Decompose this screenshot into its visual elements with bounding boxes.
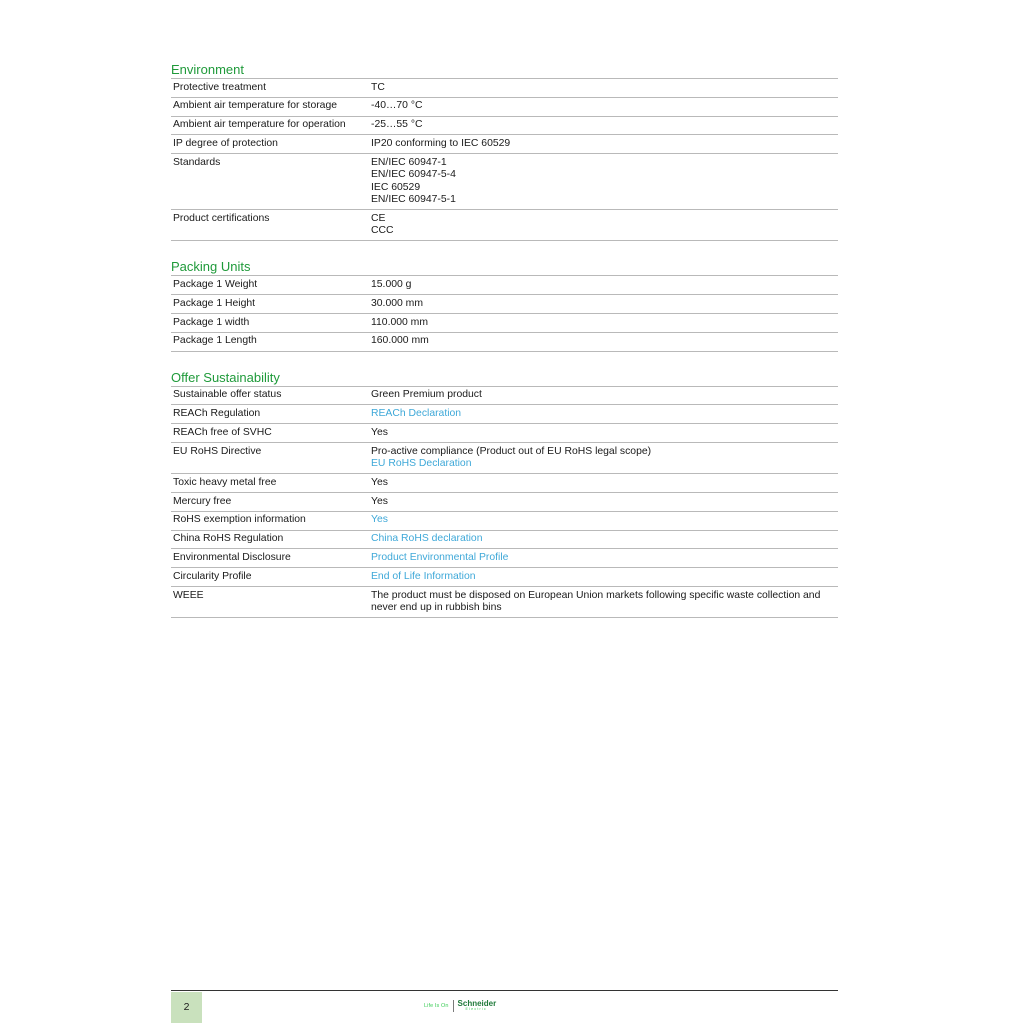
spec-row <box>171 549 838 568</box>
spec-value-text: -25…55 °C <box>371 119 423 131</box>
spec-value <box>371 82 838 94</box>
spec-value-text: Yes <box>371 426 388 438</box>
spec-section <box>171 259 838 351</box>
spec-value <box>371 138 838 150</box>
spec-value-text: 110.000 mm <box>371 316 428 328</box>
spec-label: RoHS exemption information <box>173 514 306 526</box>
spec-label: Ambient air temperature for operation <box>173 119 346 131</box>
spec-value-text: EN/IEC 60947-1 <box>371 156 447 168</box>
spec-label: Package 1 width <box>173 316 250 328</box>
spec-row <box>171 531 838 550</box>
spec-label: Package 1 Weight <box>173 279 258 290</box>
spec-value-text: IEC 60529 <box>371 181 421 193</box>
page-number: 2 <box>171 992 202 1023</box>
logo-brand-name: Schneider <box>457 999 497 1009</box>
spec-value-link[interactable]: End of Life Information <box>371 570 476 582</box>
spec-row <box>171 154 838 210</box>
spec-section <box>171 370 838 619</box>
spec-label: Package 1 Height <box>173 297 256 309</box>
spec-label: IP degree of protection <box>173 137 278 149</box>
spec-value <box>371 590 838 615</box>
spec-label: Mercury free <box>173 495 232 507</box>
spec-value <box>371 514 838 526</box>
schneider-logo <box>424 998 496 1014</box>
spec-row <box>171 276 838 295</box>
spec-value <box>371 119 838 131</box>
spec-value <box>371 446 838 471</box>
spec-value-text: EN/IEC 60947-5-1 <box>371 194 456 205</box>
spec-value <box>371 552 838 564</box>
spec-content <box>171 62 838 636</box>
spec-value-text: Green Premium product <box>371 389 482 401</box>
spec-value-text: The product must be disposed on European Union markets following specific waste collection and never end up in rubbish bins <box>371 589 821 613</box>
spec-value-link[interactable]: REACh Declaration <box>371 407 462 419</box>
spec-value-text: -40…70 °C <box>371 100 423 112</box>
logo-divider <box>453 1000 454 1012</box>
spec-value <box>371 571 838 583</box>
spec-row <box>171 405 838 424</box>
spec-label: Ambient air temperature for storage <box>173 100 338 112</box>
spec-value <box>371 100 838 112</box>
spec-value-text: 15.000 g <box>371 279 412 290</box>
spec-row <box>171 474 838 493</box>
spec-value <box>371 533 838 545</box>
spec-value-text: Yes <box>371 495 388 507</box>
section-title: Environment <box>171 62 838 79</box>
logo-tagline: Life Is On <box>424 1003 449 1009</box>
spec-value-text: 30.000 mm <box>371 297 423 309</box>
spec-value-link[interactable]: EU RoHS Declaration <box>371 457 472 469</box>
spec-value <box>371 427 838 439</box>
spec-label: Protective treatment <box>173 81 266 93</box>
spec-value-text: Yes <box>371 476 388 488</box>
spec-row <box>171 587 838 618</box>
spec-row <box>171 79 838 98</box>
spec-value <box>371 279 838 291</box>
spec-row <box>171 333 838 352</box>
spec-value-text: TC <box>371 81 385 93</box>
spec-value-text: EN/IEC 60947-5-4 <box>371 169 456 181</box>
spec-row <box>171 135 838 154</box>
spec-value <box>371 335 838 347</box>
spec-label: Product certifications <box>173 212 270 224</box>
spec-value <box>371 408 838 420</box>
spec-row <box>171 493 838 512</box>
spec-value <box>371 477 838 489</box>
spec-section <box>171 62 838 241</box>
spec-value <box>371 157 838 207</box>
logo-brand-sub: Electric <box>465 1007 487 1012</box>
spec-label: WEEE <box>173 589 204 601</box>
spec-value <box>371 298 838 310</box>
spec-value-text: IP20 conforming to IEC 60529 <box>371 137 511 149</box>
spec-row <box>171 512 838 531</box>
spec-value <box>371 496 838 508</box>
spec-row <box>171 568 838 587</box>
spec-label: China RoHS Regulation <box>173 533 284 545</box>
spec-value-link[interactable]: Yes <box>371 514 388 526</box>
spec-label: Environmental Disclosure <box>173 551 291 563</box>
spec-row <box>171 98 838 117</box>
spec-label: Standards <box>173 156 221 168</box>
spec-row <box>171 117 838 136</box>
spec-row <box>171 424 838 443</box>
spec-value <box>371 213 838 238</box>
spec-label: REACh Regulation <box>173 407 261 419</box>
spec-value-text: CCC <box>371 225 394 237</box>
spec-label: Package 1 Length <box>173 335 257 347</box>
spec-label: Sustainable offer status <box>173 389 282 401</box>
spec-value-link[interactable]: China RoHS declaration <box>371 533 483 545</box>
spec-value-text: 160.000 mm <box>371 335 429 347</box>
spec-label: EU RoHS Directive <box>173 445 262 457</box>
spec-label: REACh free of SVHC <box>173 426 272 438</box>
spec-label: Circularity Profile <box>173 570 252 582</box>
spec-value <box>371 317 838 329</box>
spec-value-text: CE <box>371 212 386 224</box>
spec-row <box>171 210 838 241</box>
section-title: Offer Sustainability <box>171 370 838 387</box>
spec-label: Toxic heavy metal free <box>173 476 277 488</box>
spec-row <box>171 443 838 474</box>
spec-value-link[interactable]: Product Environmental Profile <box>371 551 509 563</box>
spec-row <box>171 314 838 333</box>
logo-brand <box>458 1000 497 1012</box>
spec-row <box>171 295 838 314</box>
spec-value-text: Pro-active compliance (Product out of EU RoHS legal scope) <box>371 445 652 457</box>
section-title: Packing Units <box>171 259 838 276</box>
spec-value <box>371 389 838 401</box>
page-footer <box>171 990 838 1013</box>
spec-row <box>171 387 838 406</box>
